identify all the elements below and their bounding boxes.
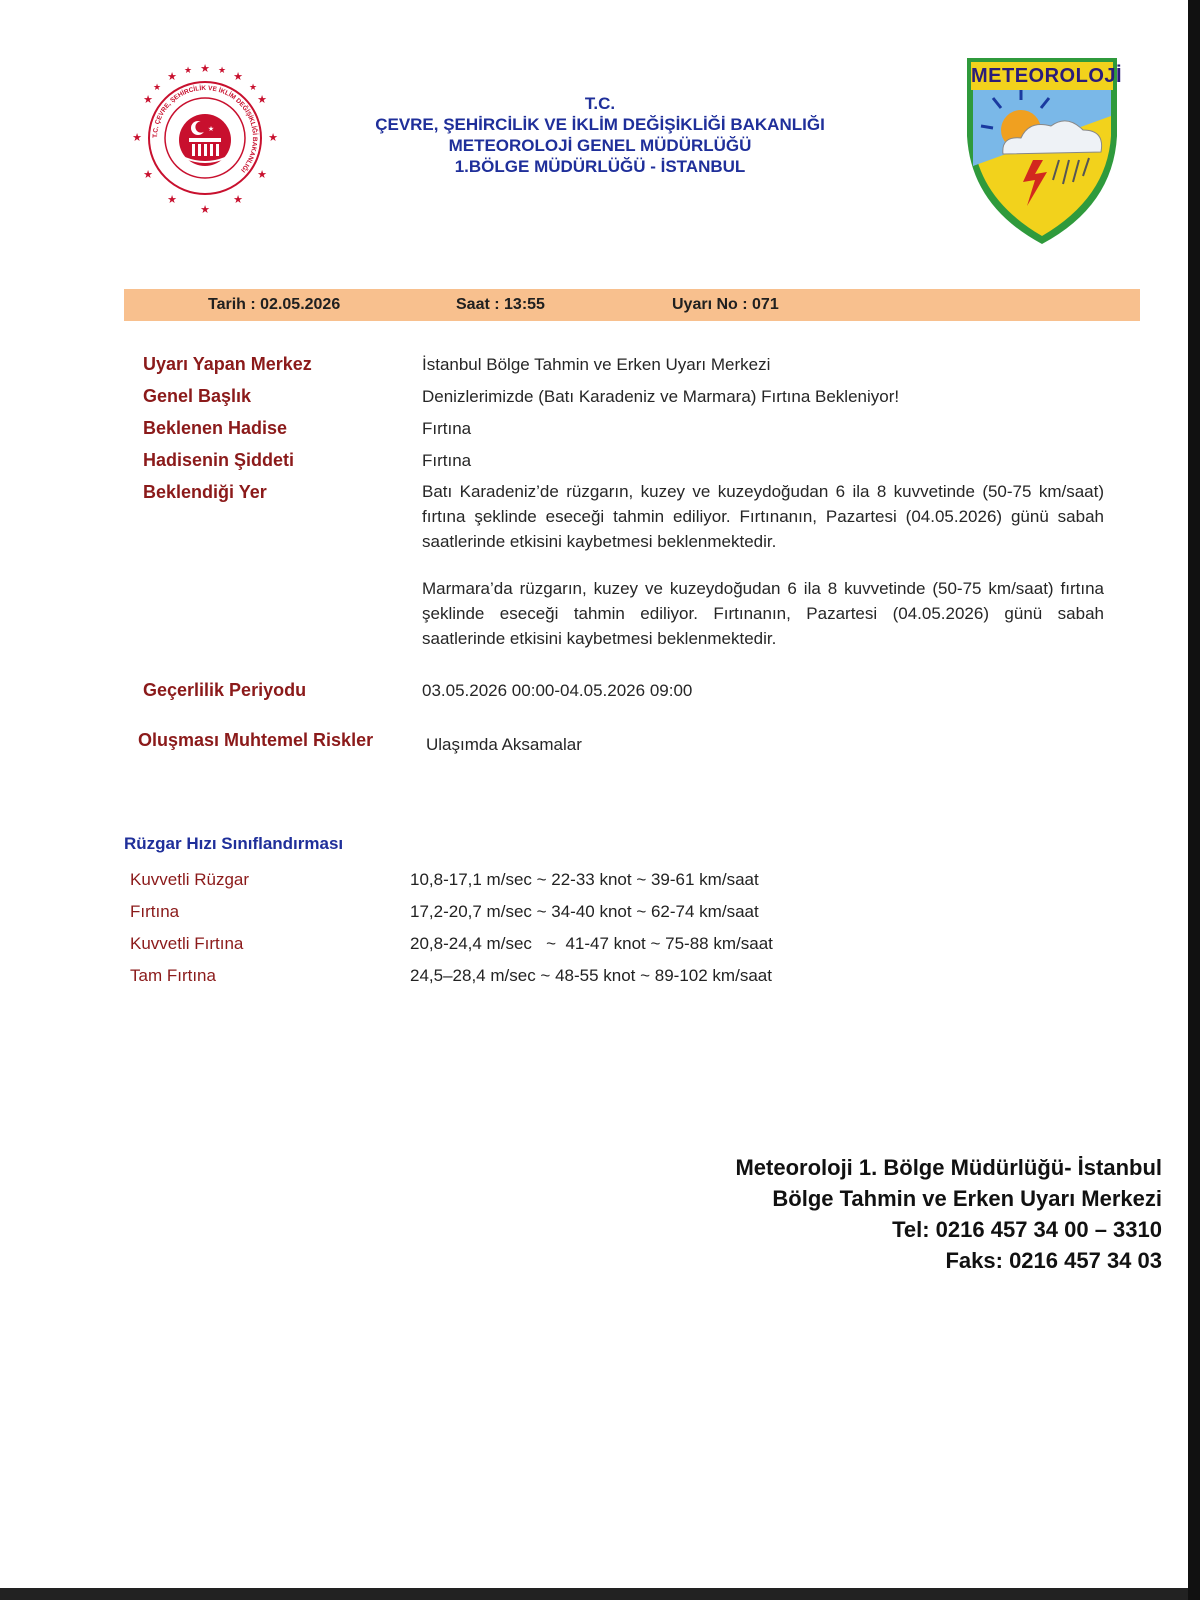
- svg-text:★: ★: [152, 82, 162, 92]
- expected-event-value: Fırtına: [422, 419, 472, 438]
- wind-class-value: 17,2-20,7 m/sec ~ 34-40 knot ~ 62-74 km/saat: [410, 902, 759, 921]
- wind-class-value: 24,5–28,4 m/sec ~ 48-55 knot ~ 89-102 km/saat: [410, 966, 772, 985]
- ministry-header: [330, 93, 870, 177]
- warning-time: Saat : 13:55: [456, 296, 545, 313]
- svg-text:★: ★: [217, 65, 227, 75]
- wind-classification-title: Rüzgar Hızı Sınıflandırması: [124, 834, 344, 853]
- header-line-ministry: ÇEVRE, ŞEHİRCİLİK VE İKLİM DEĞİŞİKLİĞİ BAKANLIĞI: [375, 115, 825, 134]
- svg-text:★: ★: [200, 63, 210, 75]
- page-edge-shadow: [0, 1588, 1188, 1600]
- svg-text:★: ★: [257, 169, 267, 181]
- location-paragraph-black-sea: Batı Karadeniz’de rüzgarın, kuzey ve kuzeydoğudan 6 ila 8 kuvvetinde (50-75 km/saat) fırtına şeklinde eseceği tahmin ediliyor. Fırtınanın, Pazartesi (04.05.2026) günü sabah saatlerinde etkisini kaybetmesi beklenmektedir.: [422, 482, 1104, 551]
- wind-class-label: Tam Fırtına: [130, 966, 216, 985]
- svg-text:★: ★: [143, 94, 153, 106]
- header-line-region: 1.BÖLGE MÜDÜRLÜĞÜ - İSTANBUL: [454, 157, 746, 176]
- severity-label: Hadisenin Şiddeti: [143, 450, 295, 470]
- center-value: İstanbul Bölge Tahmin ve Erken Uyarı Merkezi: [422, 355, 771, 374]
- ministry-seal-logo: [125, 58, 285, 218]
- svg-text:★: ★: [257, 94, 267, 106]
- svg-text:★: ★: [200, 204, 210, 216]
- wind-class-label: Kuvvetli Rüzgar: [130, 870, 250, 889]
- location-label: Beklendiği Yer: [143, 482, 267, 502]
- svg-text:★: ★: [207, 126, 215, 133]
- warning-date: Tarih : 02.05.2026: [208, 296, 341, 313]
- page-edge-shadow: [1188, 0, 1200, 1600]
- location-paragraph-marmara: Marmara’da rüzgarın, kuzey ve kuzeydoğudan 6 ila 8 kuvvetinde (50-75 km/saat) fırtına şeklinde eseceği tahmin ediliyor. Fırtınanın, Pazartesi (04.05.2026) günü sabah saatlerinde etkisini kaybetmesi beklenmektedir.: [422, 579, 1104, 648]
- validity-value: 03.05.2026 00:00-04.05.2026 09:00: [422, 681, 693, 700]
- warning-info-bar: [124, 289, 1140, 321]
- svg-text:★: ★: [233, 71, 243, 83]
- severity-value: Fırtına: [422, 451, 472, 470]
- seal-text: T.C. ÇEVRE, ŞEHİRCİLİK VE İKLİM DEĞİŞİKLİĞİ BAKANLIĞI: [151, 84, 259, 174]
- svg-text:★: ★: [248, 82, 258, 92]
- svg-text:★: ★: [233, 194, 243, 206]
- svg-text:★: ★: [183, 65, 193, 75]
- center-label: Uyarı Yapan Merkez: [143, 354, 312, 374]
- validity-label: Geçerlilik Periyodu: [143, 680, 307, 700]
- logo-wordmark: METEOROLOJİ: [971, 65, 1123, 87]
- wind-class-value: 20,8-24,4 m/sec ~ 41-47 knot ~ 75-88 km/saat: [410, 934, 773, 953]
- wind-class-label: Kuvvetli Fırtına: [130, 934, 244, 953]
- wind-class-label: Fırtına: [130, 902, 180, 921]
- general-title-label: Genel Başlık: [143, 386, 252, 406]
- header-line-directorate: METEOROLOJİ GENEL MÜDÜRLÜĞÜ: [448, 136, 752, 155]
- footer-center: Bölge Tahmin ve Erken Uyarı Merkezi: [772, 1186, 1162, 1211]
- footer-office: Meteoroloji 1. Bölge Müdürlüğü- İstanbul: [735, 1155, 1162, 1180]
- risks-value: Ulaşımda Aksamalar: [426, 735, 582, 754]
- svg-text:★: ★: [167, 194, 177, 206]
- warning-number: Uyarı No : 071: [672, 296, 779, 313]
- risks-label: Oluşması Muhtemel Riskler: [138, 730, 374, 750]
- svg-text:★: ★: [268, 132, 278, 144]
- footer-phone: Tel: 0216 457 34 00 – 3310: [892, 1217, 1162, 1242]
- svg-text:★: ★: [132, 132, 142, 144]
- contact-footer: [620, 1152, 1162, 1276]
- footer-fax: Faks: 0216 457 34 03: [945, 1248, 1162, 1273]
- svg-text:★: ★: [167, 71, 177, 83]
- svg-text:★: ★: [143, 169, 153, 181]
- expected-event-label: Beklenen Hadise: [143, 418, 288, 438]
- general-title-value: Denizlerimizde (Batı Karadeniz ve Marmara) Fırtına Bekleniyor!: [422, 387, 900, 406]
- wind-class-value: 10,8-17,1 m/sec ~ 22-33 knot ~ 39-61 km/saat: [410, 870, 759, 889]
- header-line-tc: T.C.: [584, 94, 616, 113]
